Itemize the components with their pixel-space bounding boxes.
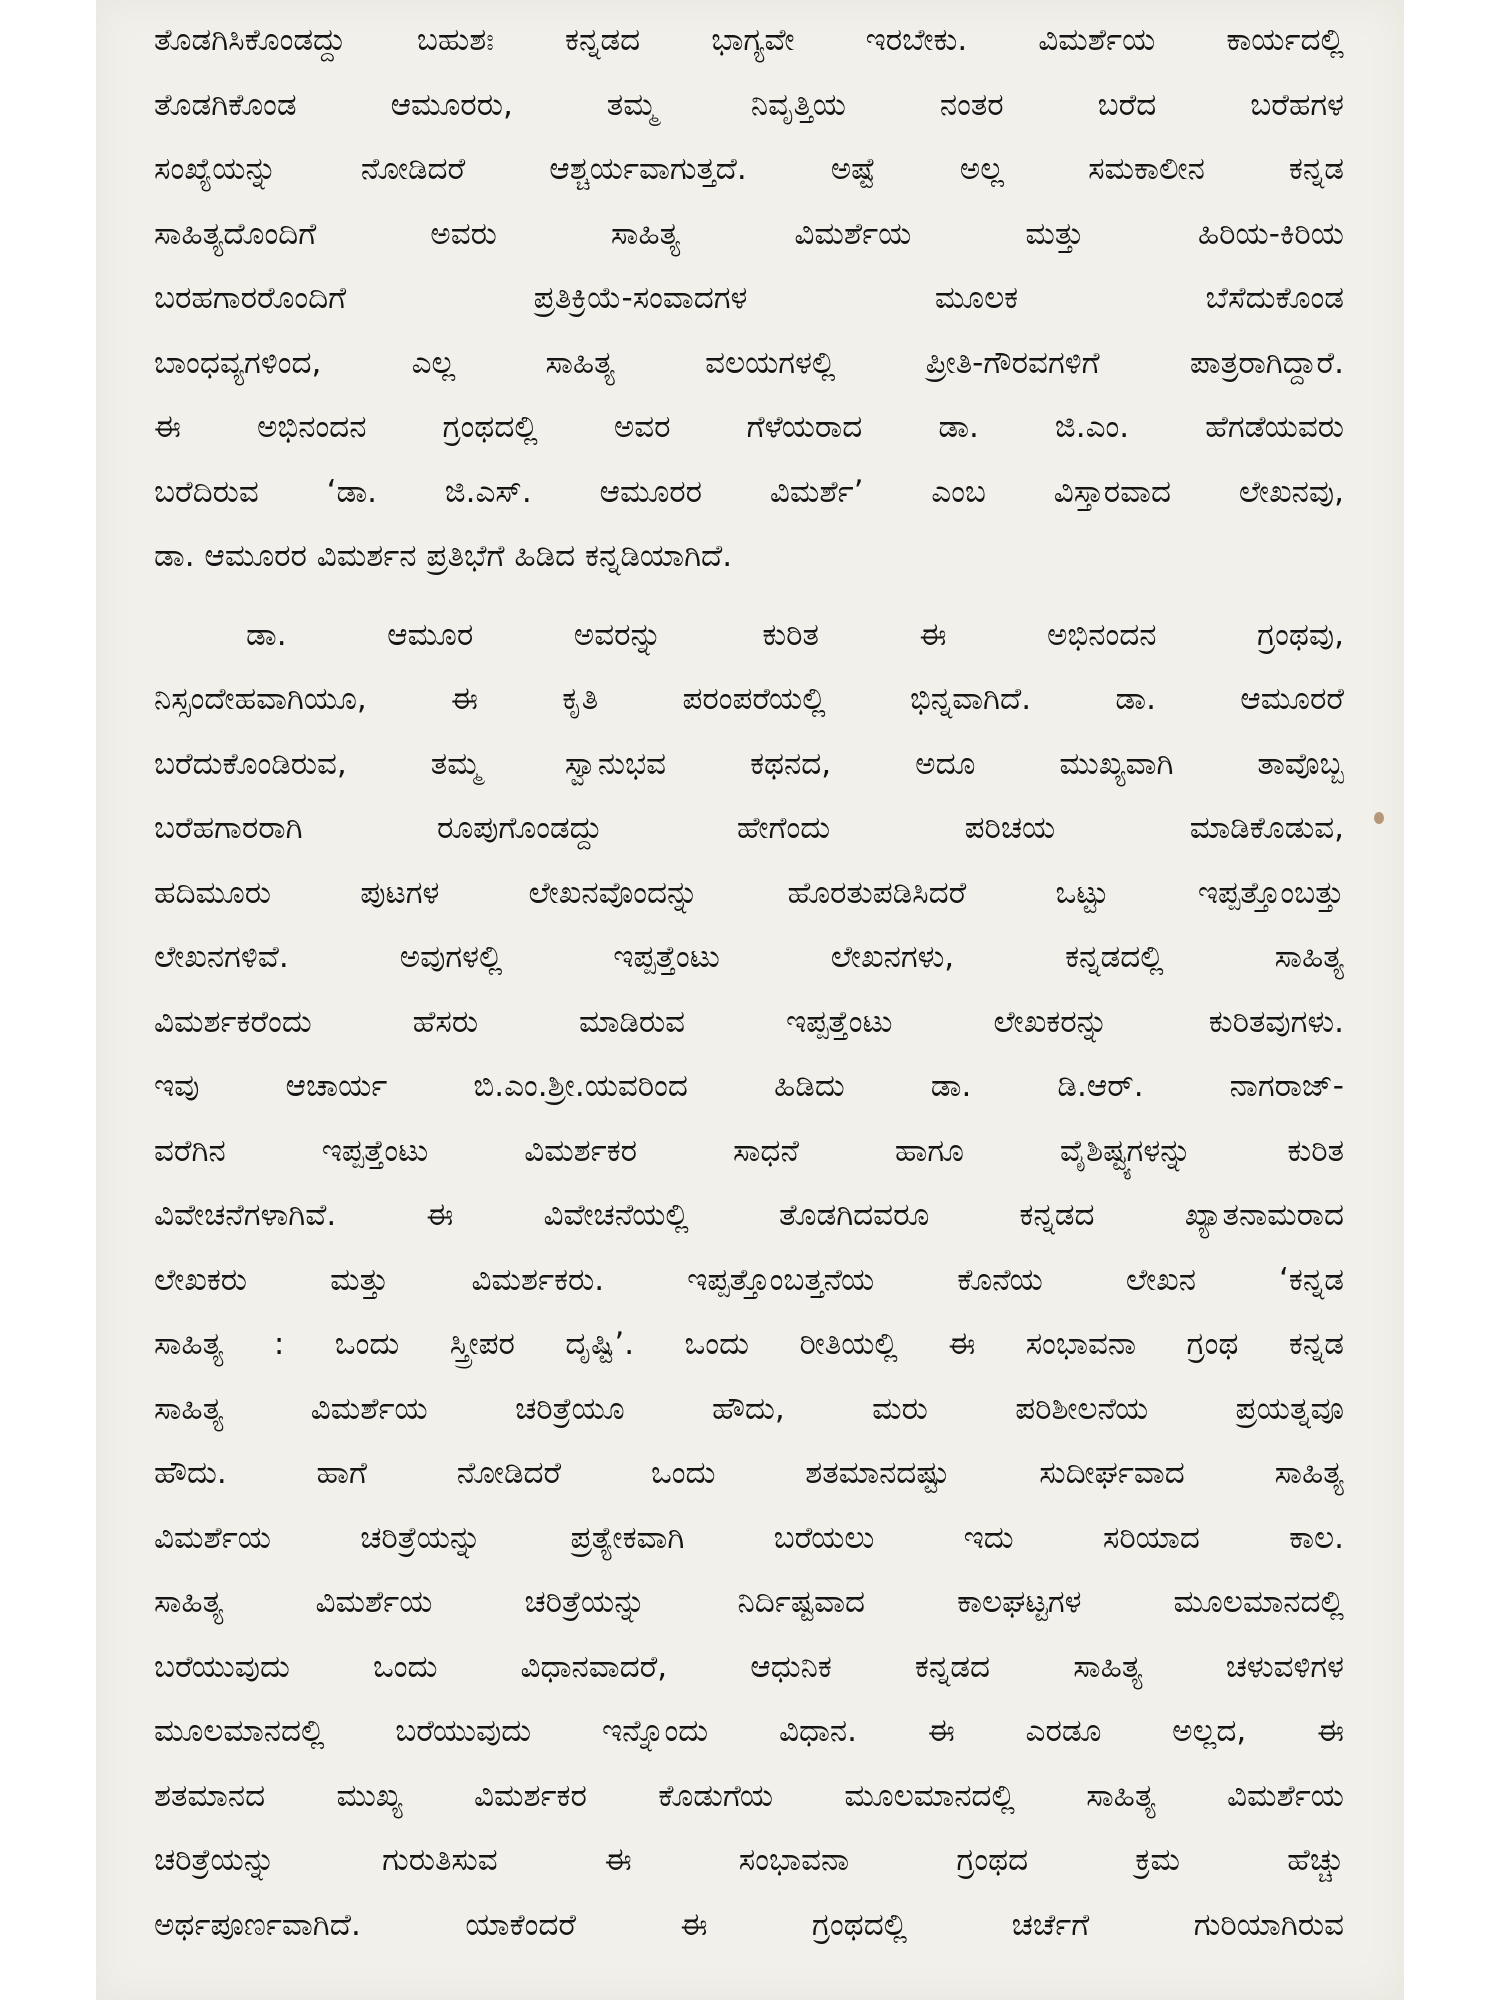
text-line: ಸಾಹಿತ್ಯ : ಒಂದು ಸ್ತ್ರೀಪರ ದೃಷ್ಟಿ’. ಒಂದು ರೀತಿಯಲ್ಲಿ ಈ ಸಂಭಾವನಾ ಗ್ರಂಥ ಕನ್ನಡ bbox=[154, 1326, 1344, 1362]
text-line: ನಿಸ್ಸಂದೇಹವಾಗಿಯೂ, ಈ ಕೃತಿ ಪರಂಪರೆಯಲ್ಲಿ ಭಿನ್ನವಾಗಿದೆ. ಡಾ. ಆಮೂರರೆ bbox=[154, 681, 1344, 717]
text-line: ಸಾಹಿತ್ಯ ವಿಮರ್ಶೆಯ ಚರಿತ್ರೆಯನ್ನು ನಿರ್ದಿಷ್ಟವಾದ ಕಾಲಘಟ್ಟಗಳ ಮೂಲಮಾನದಲ್ಲಿ bbox=[154, 1584, 1344, 1620]
text-line: ಲೇಖನಗಳಿವೆ. ಅವುಗಳಲ್ಲಿ ಇಪ್ಪತ್ತೆಂಟು ಲೇಖನಗಳು, ಕನ್ನಡದಲ್ಲಿ ಸಾಹಿತ್ಯ bbox=[154, 939, 1344, 975]
page-text bbox=[154, 8, 1344, 1957]
text-line: ಶತಮಾನದ ಮುಖ್ಯ ವಿಮರ್ಶಕರ ಕೊಡುಗೆಯ ಮೂಲಮಾನದಲ್ಲಿ ಸಾಹಿತ್ಯ ವಿಮರ್ಶೆಯ bbox=[154, 1777, 1344, 1814]
text-line: ಹದಿಮೂರು ಪುಟಗಳ ಲೇಖನವೊಂದನ್ನು ಹೊರತುಪಡಿಸಿದರೆ ಒಟ್ಟು ಇಪ್ಪತ್ತೊಂಬತ್ತು bbox=[154, 874, 1344, 911]
scanned-book-page bbox=[96, 0, 1404, 2000]
text-line: ತೊಡಗಿಸಿಕೊಂಡದ್ದು ಬಹುಶಃ ಕನ್ನಡದ ಭಾಗ್ಯವೇ ಇರಬೇಕು. ವಿಮರ್ಶೆಯ ಕಾರ್ಯದಲ್ಲಿ bbox=[154, 22, 1344, 58]
text-line: ಬರಹಗಾರರೊಂದಿಗೆ ಪ್ರತಿಕ್ರಿಯೆ-ಸಂವಾದಗಳ ಮೂಲಕ ಬೆಸೆದುಕೊಂಡ bbox=[154, 280, 1344, 316]
text-line: ಅರ್ಥಪೂರ್ಣವಾಗಿದೆ. ಯಾಕೆಂದರೆ ಈ ಗ್ರಂಥದಲ್ಲಿ ಚರ್ಚೆಗೆ ಗುರಿಯಾಗಿರುವ bbox=[154, 1906, 1344, 1943]
text-line: ಮೂಲಮಾನದಲ್ಲಿ ಬರೆಯುವುದು ಇನ್ನೊಂದು ವಿಧಾನ. ಈ ಎರಡೂ ಅಲ್ಲದ, ಈ bbox=[154, 1713, 1344, 1749]
paragraph-2 bbox=[154, 603, 1344, 1958]
text-line: ವರೆಗಿನ ಇಪ್ಪತ್ತೆಂಟು ವಿಮರ್ಶಕರ ಸಾಧನೆ ಹಾಗೂ ವೈಶಿಷ್ಟ್ಯಗಳನ್ನು ಕುರಿತ bbox=[154, 1132, 1344, 1169]
text-line: ಬಾಂಧವ್ಯಗಳಿಂದ, ಎಲ್ಲ ಸಾಹಿತ್ಯ ವಲಯಗಳಲ್ಲಿ ಪ್ರೀತಿ-ಗೌರವಗಳಿಗೆ ಪಾತ್ರರಾಗಿದ್ದಾರೆ. bbox=[154, 344, 1344, 381]
text-line: ಬರೆದಿರುವ ‘ಡಾ. ಜಿ.ಎಸ್. ಆಮೂರರ ವಿಮರ್ಶೆ’ ಎಂಬ ವಿಸ್ತಾರವಾದ ಲೇಖನವು, bbox=[154, 473, 1344, 510]
text-line: ತೊಡಗಿಕೊಂಡ ಆಮೂರರು, ತಮ್ಮ ನಿವೃತ್ತಿಯ ನಂತರ ಬರೆದ ಬರೆಹಗಳ bbox=[154, 86, 1344, 123]
text-line: ಚರಿತ್ರೆಯನ್ನು ಗುರುತಿಸುವ ಈ ಸಂಭಾವನಾ ಗ್ರಂಥದ ಕ್ರಮ ಹೆಚ್ಚು bbox=[154, 1842, 1344, 1878]
paragraph-1 bbox=[154, 8, 1344, 589]
text-line: ಸಾಹಿತ್ಯದೊಂದಿಗೆ ಅವರು ಸಾಹಿತ್ಯ ವಿಮರ್ಶೆಯ ಮತ್ತು ಹಿರಿಯ-ಕಿರಿಯ bbox=[154, 215, 1344, 252]
text-line: ಬರೆಯುವುದು ಒಂದು ವಿಧಾನವಾದರೆ, ಆಧುನಿಕ ಕನ್ನಡದ ಸಾಹಿತ್ಯ ಚಳುವಳಿಗಳ bbox=[154, 1648, 1344, 1685]
text-line: ಇವು ಆಚಾರ್ಯ ಬಿ.ಎಂ.ಶ್ರೀ.ಯವರಿಂದ ಹಿಡಿದು ಡಾ. ಡಿ.ಆರ್. ನಾಗರಾಜ್- bbox=[154, 1068, 1344, 1104]
text-line: ಲೇಖಕರು ಮತ್ತು ವಿಮರ್ಶಕರು. ಇಪ್ಪತ್ತೊಂಬತ್ತನೆಯ ಕೊನೆಯ ಲೇಖನ ‘ಕನ್ನಡ bbox=[154, 1261, 1344, 1298]
text-line: ಈ ಅಭಿನಂದನ ಗ್ರಂಥದಲ್ಲಿ ಅವರ ಗೆಳೆಯರಾದ ಡಾ. ಜಿ.ಎಂ. ಹೆಗಡೆಯವರು bbox=[154, 409, 1344, 445]
text-line: ವಿಮರ್ಶಕರೆಂದು ಹೆಸರು ಮಾಡಿರುವ ಇಪ್ಪತ್ತೆಂಟು ಲೇಖಕರನ್ನು ಕುರಿತವುಗಳು. bbox=[154, 1003, 1344, 1040]
text-line: ಡಾ. ಆಮೂರರ ವಿಮರ್ಶನ ಪ್ರತಿಭೆಗೆ ಹಿಡಿದ ಕನ್ನಡಿಯಾಗಿದೆ. bbox=[154, 538, 733, 574]
text-line: ಬರೆದುಕೊಂಡಿರುವ, ತಮ್ಮ ಸ್ವಾನುಭವ ಕಥನದ, ಅದೂ ಮುಖ್ಯವಾಗಿ ತಾವೊಬ್ಬ bbox=[154, 745, 1344, 782]
text-line: ಡಾ. ಆಮೂರ ಅವರನ್ನು ಕುರಿತ ಈ ಅಭಿನಂದನ ಗ್ರಂಥವು, bbox=[246, 616, 1344, 653]
text-line: ಸಾಹಿತ್ಯ ವಿಮರ್ಶೆಯ ಚರಿತ್ರೆಯೂ ಹೌದು, ಮರು ಪರಿಶೀಲನೆಯ ಪ್ರಯತ್ನವೂ bbox=[154, 1390, 1344, 1427]
text-line: ವಿವೇಚನೆಗಳಾಗಿವೆ. ಈ ವಿವೇಚನೆಯಲ್ಲಿ ತೊಡಗಿದವರೂ ಕನ್ನಡದ ಖ್ಯಾತನಾಮರಾದ bbox=[154, 1197, 1344, 1233]
text-line: ಬರೆಹಗಾರರಾಗಿ ರೂಪುಗೊಂಡದ್ದು ಹೇಗೆಂದು ಪರಿಚಯ ಮಾಡಿಕೊಡುವ, bbox=[154, 810, 1344, 846]
paper-speck bbox=[1374, 812, 1384, 824]
text-line: ವಿಮರ್ಶೆಯ ಚರಿತ್ರೆಯನ್ನು ಪ್ರತ್ಯೇಕವಾಗಿ ಬರೆಯಲು ಇದು ಸರಿಯಾದ ಕಾಲ. bbox=[154, 1519, 1344, 1556]
text-line: ಹೌದು. ಹಾಗೆ ನೋಡಿದರೆ ಒಂದು ಶತಮಾನದಷ್ಟು ಸುದೀರ್ಘವಾದ ಸಾಹಿತ್ಯ bbox=[154, 1455, 1344, 1491]
text-line: ಸಂಖ್ಯೆಯನ್ನು ನೋಡಿದರೆ ಆಶ್ಚರ್ಯವಾಗುತ್ತದೆ. ಅಷ್ಟೆ ಅಲ್ಲ ಸಮಕಾಲೀನ ಕನ್ನಡ bbox=[154, 151, 1344, 187]
